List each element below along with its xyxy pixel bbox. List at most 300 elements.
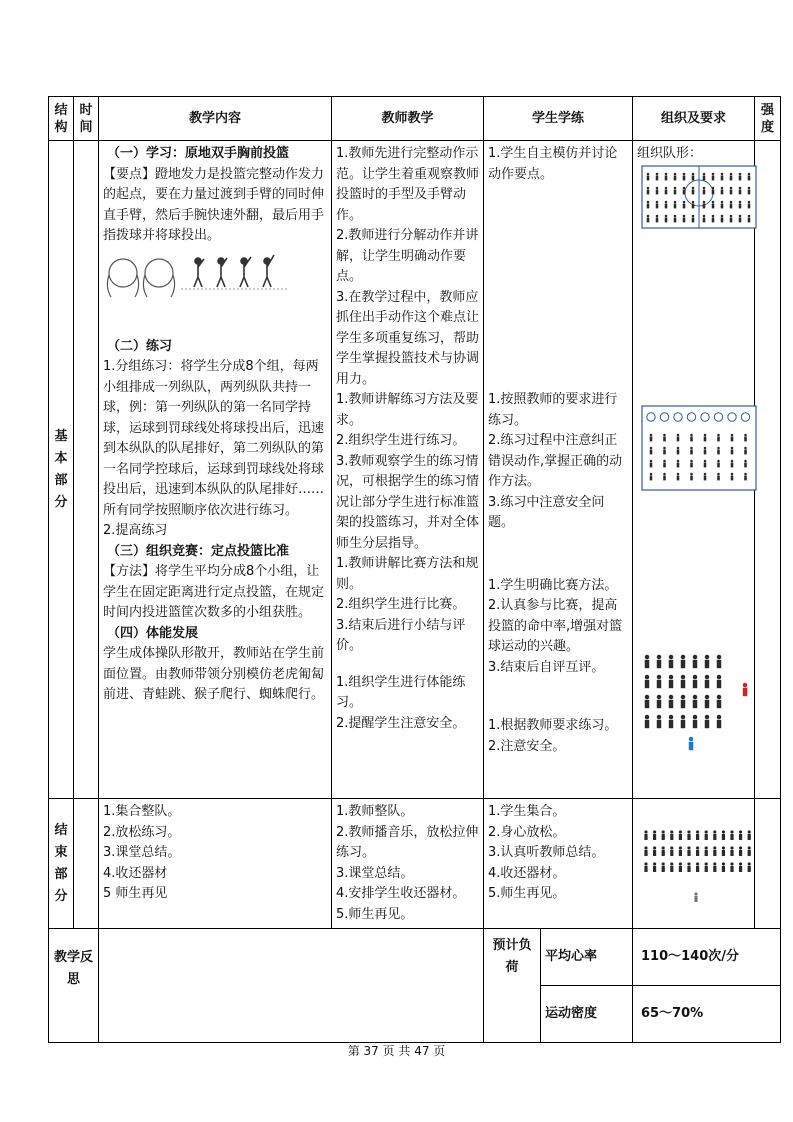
student-head: [653, 830, 656, 833]
student-head: [662, 846, 665, 849]
teacher-step: 1.教师先进行完整动作示范。让学生着重观察教师投篮时的手型及手臂动作。: [336, 146, 480, 223]
student-body: [739, 203, 742, 208]
student-body: [645, 699, 649, 707]
student-head: [645, 654, 649, 658]
student-head: [744, 472, 747, 475]
student-head: [713, 862, 716, 865]
student-body: [703, 217, 706, 222]
student-head: [647, 172, 650, 175]
student-body: [690, 436, 693, 441]
student-body: [721, 189, 724, 194]
student-body: [730, 217, 733, 222]
density-value: 65～70%: [633, 986, 781, 1043]
student-step: 1.按照教师的要求进行练习。: [488, 392, 618, 428]
student-head: [657, 694, 661, 698]
student-head: [662, 862, 665, 865]
student-body: [683, 203, 686, 208]
student-head: [705, 654, 709, 658]
student-head: [721, 186, 724, 189]
student-body: [650, 475, 653, 480]
student-head: [656, 186, 659, 189]
student-head: [644, 846, 647, 849]
student-body: [717, 659, 721, 667]
student-body: [705, 850, 708, 856]
student-body: [670, 866, 673, 872]
student-body: [705, 659, 709, 667]
student-head: [669, 674, 673, 678]
student-head: [712, 172, 715, 175]
student-step: 2.练习过程中注意纠正错误动作,掌握正确的动作方法。: [488, 433, 623, 489]
student-head: [644, 830, 647, 833]
student-step: 3.练习中注意安全问题。: [488, 494, 605, 530]
student-body: [669, 699, 673, 707]
student-body: [744, 475, 747, 480]
student-head: [705, 846, 708, 849]
student-body: [663, 462, 666, 467]
student-head: [692, 186, 695, 189]
student-head: [717, 459, 720, 462]
header-teacher: 教师教学: [332, 97, 484, 141]
student-head: [653, 846, 656, 849]
student-body: [717, 719, 721, 727]
student-head: [650, 433, 653, 436]
student-body: [744, 462, 747, 467]
student-head: [645, 714, 649, 718]
student-body: [748, 866, 751, 872]
student-body: [694, 896, 697, 902]
header-time: 时间: [74, 97, 99, 141]
student-body: [717, 699, 721, 707]
student-body: [653, 850, 656, 856]
student-head: [670, 862, 673, 865]
student-head: [647, 186, 650, 189]
student-body: [717, 462, 720, 467]
student-head: [739, 172, 742, 175]
student-body: [721, 203, 724, 208]
student-head: [705, 674, 709, 678]
student-body: [713, 850, 716, 856]
student-head: [670, 846, 673, 849]
student-head: [683, 214, 686, 217]
student-body: [645, 659, 649, 667]
basic-teacher-cell: [332, 141, 484, 799]
student-body: [705, 699, 709, 707]
student-body: [748, 850, 751, 856]
student-body: [704, 449, 707, 454]
student-head: [713, 830, 716, 833]
student-head: [731, 459, 734, 462]
teacher-step: 3.教师观察学生的练习情况，可根据学生的练习情况让部分学生进行标准篮架的投篮练习，并对全体师生分层指导。: [336, 453, 480, 551]
teacher-step: 2.组织学生进行比赛。: [336, 597, 466, 612]
student-head: [739, 186, 742, 189]
basic-part-label: 基本部分: [49, 141, 74, 799]
student-body: [665, 175, 668, 180]
student-head: [687, 830, 690, 833]
end-content-item: 3.课堂总结。: [103, 845, 181, 860]
student-head: [683, 200, 686, 203]
teacher-step: 3.结束后进行小结与评价。: [336, 617, 466, 653]
student-head: [748, 200, 751, 203]
section1-text: 【要点】蹬地发力是投篮完整动作发力的起点，要在力量过渡到手臂的同时伸直手臂，然后手腕快速外翻，最后用手指拨球并将球投出。: [103, 166, 325, 243]
student-head: [692, 200, 695, 203]
student-head: [692, 172, 695, 175]
load-cell: [484, 929, 633, 1043]
student-body: [657, 719, 661, 727]
student-body: [748, 189, 751, 194]
end-part-label: 结束部分: [49, 799, 74, 929]
student-body: [662, 850, 665, 856]
student-head: [696, 846, 699, 849]
end-student-item: 2.身心放松。: [488, 824, 566, 840]
student-head: [705, 830, 708, 833]
end-content-cell: [99, 799, 332, 929]
formation-diagram-1: [641, 165, 757, 229]
student-body: [692, 189, 695, 194]
student-head: [647, 200, 650, 203]
end-content-item: 5 师生再见: [103, 886, 168, 901]
student-body: [739, 866, 742, 872]
teacher-step: 1.组织学生进行体能练习。: [336, 674, 466, 710]
student-head: [687, 862, 690, 865]
student-head: [730, 172, 733, 175]
teacher-step: 2.教师进行分解动作并讲解，让学生明确动作要点。: [336, 228, 479, 284]
student-body: [743, 687, 747, 695]
student-head: [650, 459, 653, 462]
student-body: [731, 475, 734, 480]
shooting-illustration: [103, 253, 293, 299]
student-head: [679, 846, 682, 849]
end-content-item: 4.收还器材: [103, 865, 168, 881]
student-head: [696, 830, 699, 833]
student-body: [690, 462, 693, 467]
student-head: [693, 694, 697, 698]
student-head: [748, 186, 751, 189]
student-head: [657, 714, 661, 718]
student-body: [693, 719, 697, 727]
student-body: [670, 834, 673, 840]
student-head: [739, 200, 742, 203]
end-student-item: 1.学生集合。: [488, 804, 566, 819]
student-head: [663, 472, 666, 475]
student-body: [681, 699, 685, 707]
student-head: [677, 472, 680, 475]
student-head: [744, 433, 747, 436]
student-head: [670, 830, 673, 833]
section3-text: 【方法】将学生平均分成8个小组，让学生在固定距离进行定点投篮，在规定时间内投进篮筐次数多的小组获胜。: [103, 564, 325, 620]
student-body: [739, 175, 742, 180]
student-body: [647, 203, 650, 208]
reflection-label: 教学反思: [49, 929, 99, 1043]
student-head: [722, 830, 725, 833]
student-body: [693, 679, 697, 687]
student-head: [669, 714, 673, 718]
student-head: [683, 186, 686, 189]
student-head: [712, 186, 715, 189]
student-body: [681, 679, 685, 687]
student-body: [703, 189, 706, 194]
header-student: 学生学练: [484, 97, 633, 141]
student-body: [683, 189, 686, 194]
student-head: [693, 654, 697, 658]
reflection-cell: [99, 929, 484, 1043]
student-head: [739, 214, 742, 217]
student-body: [712, 175, 715, 180]
header-organization: 组织及要求: [633, 97, 755, 141]
student-body: [689, 741, 693, 749]
student-body: [717, 449, 720, 454]
student-body: [681, 659, 685, 667]
teacher-step: 2.组织学生进行练习。: [336, 433, 466, 448]
end-student-item: 5.师生再见。: [488, 886, 566, 901]
basic-content-cell: [99, 141, 332, 799]
student-head: [683, 172, 686, 175]
load-label: 预计负荷: [484, 929, 541, 986]
student-head: [653, 862, 656, 865]
student-head: [717, 654, 721, 658]
student-body: [650, 462, 653, 467]
student-body: [683, 175, 686, 180]
student-head: [681, 714, 685, 718]
student-body: [665, 189, 668, 194]
end-content-item: 2.放松练习。: [103, 824, 181, 840]
student-body: [687, 834, 690, 840]
student-body: [739, 850, 742, 856]
student-body: [721, 175, 724, 180]
student-head: [717, 674, 721, 678]
student-body: [705, 866, 708, 872]
student-head: [693, 714, 697, 718]
student-head: [704, 446, 707, 449]
student-body: [677, 449, 680, 454]
heart-rate-label: 平均心率: [541, 929, 633, 986]
student-head: [674, 214, 677, 217]
header-intensity: 强度: [755, 97, 781, 141]
student-head: [679, 862, 682, 865]
student-head: [703, 172, 706, 175]
student-head: [730, 214, 733, 217]
section1-title: （一）学习：原地双手胸前投篮: [107, 146, 290, 161]
student-head: [674, 172, 677, 175]
student-body: [717, 679, 721, 687]
section4-title: （四）体能发展: [107, 625, 199, 641]
student-body: [679, 866, 682, 872]
student-body: [722, 850, 725, 856]
student-body: [696, 834, 699, 840]
student-body: [645, 719, 649, 727]
student-head: [681, 674, 685, 678]
basic-organization-cell: [633, 141, 755, 799]
student-body: [657, 659, 661, 667]
student-head: [731, 446, 734, 449]
student-body: [704, 462, 707, 467]
student-head: [721, 200, 724, 203]
student-body: [739, 217, 742, 222]
student-body: [712, 189, 715, 194]
student-body: [677, 436, 680, 441]
student-head: [679, 830, 682, 833]
student-body: [645, 679, 649, 687]
end-student-item: 3.认真听教师总结。: [488, 845, 605, 860]
student-head: [748, 214, 751, 217]
student-body: [705, 834, 708, 840]
student-head: [647, 214, 650, 217]
student-body: [713, 834, 716, 840]
student-head: [674, 200, 677, 203]
formation-diagram-3: [641, 651, 757, 751]
teacher-step: 2.提醒学生注意安全。: [336, 715, 466, 731]
density-label: 运动密度: [545, 1005, 598, 1021]
student-body: [679, 834, 682, 840]
student-body: [653, 834, 656, 840]
student-body: [669, 659, 673, 667]
student-body: [650, 449, 653, 454]
student-head: [690, 459, 693, 462]
end-teacher-item: 5.师生再见。: [336, 906, 414, 922]
section3-title: （三）组织竞赛：定点投篮比准: [107, 543, 290, 559]
student-step: 2.认真参与比赛，提高投篮的命中率,增强对篮球运动的兴趣。: [488, 598, 623, 654]
student-head: [705, 714, 709, 718]
end-teacher-cell: [332, 799, 484, 929]
student-body: [644, 866, 647, 872]
student-body: [663, 436, 666, 441]
student-head: [662, 830, 665, 833]
student-body: [690, 449, 693, 454]
student-head: [744, 446, 747, 449]
student-body: [717, 436, 720, 441]
student-head: [694, 892, 697, 895]
student-head: [681, 654, 685, 658]
end-content-item: 1.集合整队。: [103, 804, 181, 819]
formation-diagram-2: [641, 405, 757, 491]
teacher-step: 1.教师讲解练习方法及要求。: [336, 392, 479, 428]
student-body: [739, 189, 742, 194]
student-head: [705, 694, 709, 698]
student-body: [681, 719, 685, 727]
student-head: [703, 200, 706, 203]
student-body: [705, 679, 709, 687]
student-body: [748, 175, 751, 180]
student-body: [669, 719, 673, 727]
student-head: [669, 654, 673, 658]
student-head: [689, 736, 693, 740]
formation-diagram-4: [641, 826, 757, 916]
student-body: [696, 850, 699, 856]
student-head: [669, 694, 673, 698]
student-body: [744, 436, 747, 441]
student-head: [730, 862, 733, 865]
end-student-item: 4.收还器材。: [488, 865, 566, 881]
student-head: [748, 172, 751, 175]
student-body: [739, 834, 742, 840]
student-head: [712, 214, 715, 217]
end-teacher-item: 4.安排学生收还器材。: [336, 886, 466, 901]
student-body: [647, 189, 650, 194]
student-body: [717, 475, 720, 480]
student-body: [653, 866, 656, 872]
student-body: [712, 217, 715, 222]
student-body: [730, 866, 733, 872]
student-head: [657, 654, 661, 658]
student-head: [704, 472, 707, 475]
student-head: [748, 830, 751, 833]
student-head: [690, 472, 693, 475]
student-head: [674, 186, 677, 189]
student-step: 1.根据教师要求练习。: [488, 718, 618, 733]
student-head: [690, 433, 693, 436]
student-head: [681, 694, 685, 698]
student-body: [647, 217, 650, 222]
student-head: [717, 694, 721, 698]
student-body: [693, 699, 697, 707]
end-teacher-item: 3.课堂总结。: [336, 865, 414, 881]
student-head: [656, 172, 659, 175]
student-body: [644, 834, 647, 840]
student-head: [645, 694, 649, 698]
student-body: [693, 659, 697, 667]
end-intensity-cell: [755, 799, 781, 929]
student-body: [722, 834, 725, 840]
student-body: [730, 834, 733, 840]
student-head: [663, 459, 666, 462]
student-head: [687, 846, 690, 849]
student-head: [677, 459, 680, 462]
student-head: [665, 186, 668, 189]
student-head: [693, 674, 697, 678]
student-head: [645, 674, 649, 678]
student-step: 2.注意安全。: [488, 738, 566, 754]
student-head: [731, 433, 734, 436]
student-head: [730, 200, 733, 203]
basic-time-cell: [74, 141, 99, 799]
end-teacher-item: 1.教师整队。: [336, 804, 414, 819]
basic-student-cell: [484, 141, 633, 799]
student-body: [665, 217, 668, 222]
student-head: [665, 172, 668, 175]
student-body: [730, 189, 733, 194]
student-head: [739, 862, 742, 865]
student-step: 1.学生明确比赛方法。: [488, 577, 618, 593]
student-head: [730, 846, 733, 849]
end-student-cell: [484, 799, 633, 929]
student-head: [650, 446, 653, 449]
student-body: [748, 217, 751, 222]
student-head: [677, 433, 680, 436]
student-step: 1.学生自主模仿并讨论动作要点。: [488, 146, 618, 182]
end-organization-cell: [633, 799, 755, 929]
student-head: [744, 459, 747, 462]
student-head: [721, 214, 724, 217]
student-body: [703, 203, 706, 208]
teacher-step: 3.在教学过程中，教师应抓住出手动作这个难点让学生多项重复练习，帮助学生掌握投篮技术与协调用力。: [336, 289, 480, 387]
student-head: [712, 200, 715, 203]
student-body: [663, 475, 666, 480]
student-body: [679, 850, 682, 856]
student-body: [647, 175, 650, 180]
student-head: [663, 446, 666, 449]
student-head: [722, 862, 725, 865]
student-body: [665, 203, 668, 208]
student-head: [717, 714, 721, 718]
student-body: [731, 449, 734, 454]
student-body: [662, 834, 665, 840]
student-body: [692, 175, 695, 180]
teacher-step: 1.教师讲解比赛方法和规则。: [336, 556, 479, 592]
student-head: [703, 214, 706, 217]
student-head: [722, 846, 725, 849]
student-body: [696, 866, 699, 872]
student-body: [748, 834, 751, 840]
student-body: [721, 217, 724, 222]
